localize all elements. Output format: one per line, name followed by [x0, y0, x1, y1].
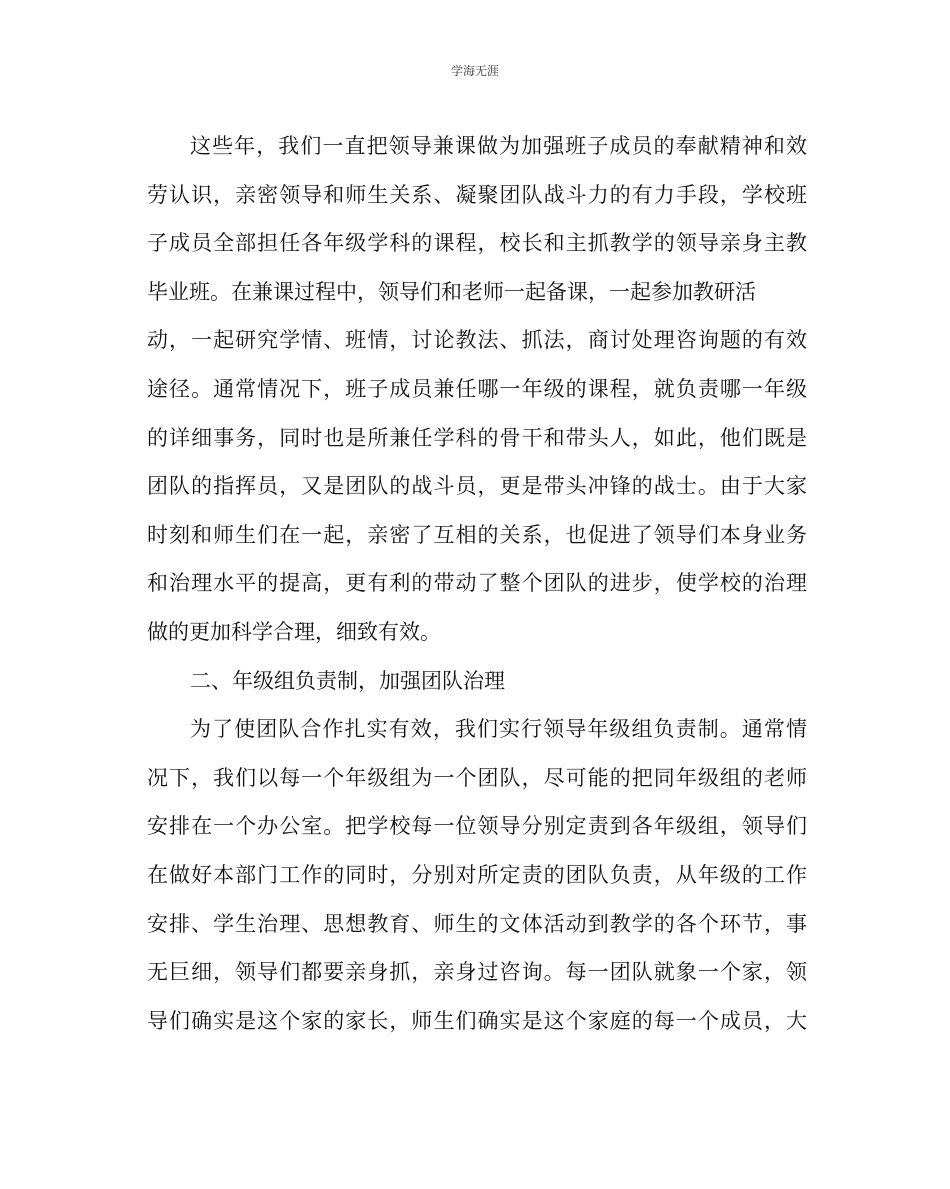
text-line: 和治理水平的提高，更有利的带动了整个团队的进步，使学校的治理 — [147, 571, 807, 596]
text-line: 团队的指挥员，又是团队的战斗员，更是带头冲锋的战士。由于大家 — [147, 474, 807, 499]
text-line: 导们确实是这个家的家长，师生们确实是这个家庭的每一个成员，大 — [147, 1008, 807, 1033]
text-line: 动，一起研究学情、班情，讨论教法、抓法，商讨处理咨询题的有效 — [147, 328, 807, 353]
document-body — [147, 122, 807, 1045]
text-line: 毕业班。在兼课过程中，领导们和老师一起备课，一起参加教研活 — [147, 279, 756, 304]
text-line: 子成员全部担任各年级学科的课程，校长和主抓教学的领导亲身主教 — [147, 231, 807, 256]
text-line: 况下，我们以每一个年级组为一个团队，尽可能的把同年级组的老师 — [147, 765, 807, 790]
text-line: 做的更加科学合理，细致有效。 — [147, 619, 441, 644]
text-line: 的详细事务，同时也是所兼任学科的骨干和带头人，如此，他们既是 — [147, 425, 807, 450]
text-line: 途径。通常情况下，班子成员兼任哪一年级的课程，就负责哪一年级 — [147, 376, 807, 401]
text-line: 无巨细，领导们都要亲身抓，亲身过咨询。每一团队就象一个家，领 — [147, 960, 807, 985]
text-line: 劳认识，亲密领导和师生关系、凝聚团队战斗力的有力手段，学校班 — [147, 182, 807, 207]
text-line: 安排、学生治理、思想教育、师生的文体活动到教学的各个环节，事 — [147, 911, 807, 936]
text-line: 时刻和师生们在一起，亲密了互相的关系，也促进了领导们本身业务 — [147, 522, 807, 547]
text-line: 这些年，我们一直把领导兼课做为加强班子成员的奉献精神和效 — [190, 134, 807, 158]
page-header: 学海无涯 — [450, 64, 499, 78]
section-heading: 二、年级组负责制，加强团队治理 — [190, 668, 505, 693]
text-line: 安排在一个办公室。把学校每一位领导分别定责到各年级组，领导们 — [147, 814, 807, 839]
text-line: 在做好本部门工作的同时，分别对所定责的团队负责，从年级的工作 — [147, 862, 807, 887]
text-line: 为了使团队合作扎实有效，我们实行领导年级组负责制。通常情 — [190, 717, 807, 742]
